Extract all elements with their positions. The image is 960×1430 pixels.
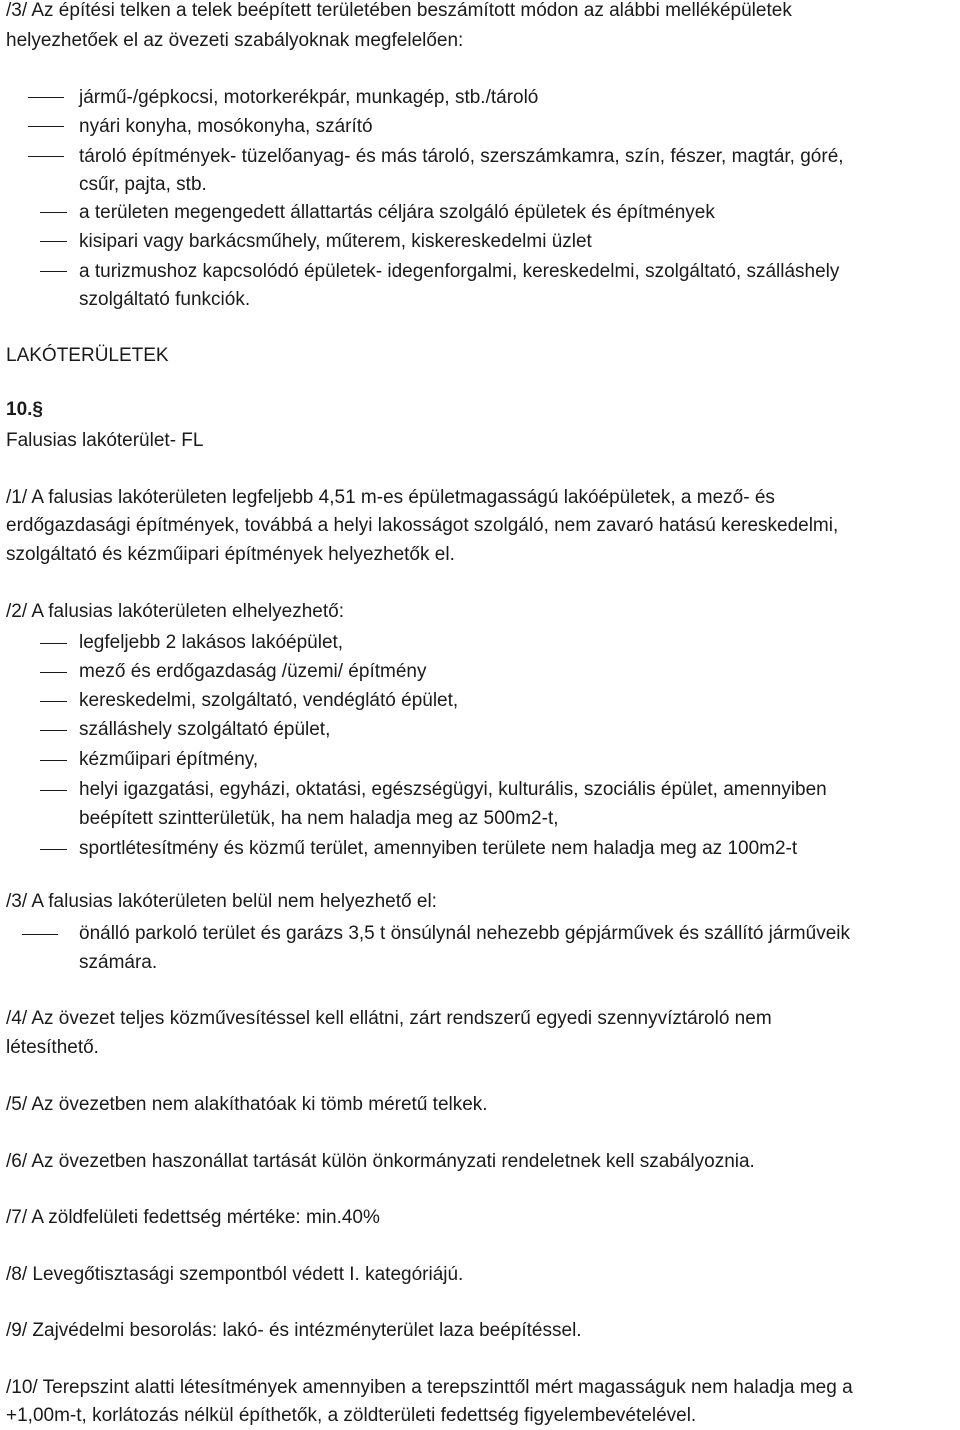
paragraph-3-item-continued: számára. xyxy=(79,952,158,973)
paragraph-4-line: /4/ Az övezet teljes közművesítéssel kell ellátni, zárt rendszerű egyedi szennyvíztároló nem xyxy=(6,1008,772,1029)
paragraph-2-item: szálláshely szolgáltató épület, xyxy=(79,719,331,740)
paragraph-2-lead: /2/ A falusias lakóterületen elhelyezhető: xyxy=(6,601,345,622)
list-dash xyxy=(40,643,67,644)
list-dash xyxy=(28,97,64,98)
paragraph-5: /5/ Az övezetben nem alakíthatóak ki tömb méretű telkek. xyxy=(6,1094,488,1115)
list-dash xyxy=(40,849,67,850)
list-dash xyxy=(40,271,67,272)
list-dash xyxy=(40,701,67,702)
intro-line-2: helyezhetőek el az övezeti szabályoknak megfelelően: xyxy=(6,30,464,51)
intro-line-1: /3/ Az építési telken a telek beépített területében beszámított módon az alábbi melléképületek xyxy=(6,0,792,21)
section-title: Falusias lakóterület- FL xyxy=(6,430,204,451)
list-dash xyxy=(28,126,64,127)
list-dash xyxy=(40,212,67,213)
paragraph-6: /6/ Az övezetben haszonállat tartását külön önkormányzati rendeletnek kell szabályoznia. xyxy=(6,1151,755,1172)
paragraph-3-lead: /3/ A falusias lakóterületen belül nem helyezhető el: xyxy=(6,891,437,912)
paragraph-9: /9/ Zajvédelmi besorolás: lakó- és intézményterület laza beépítéssel. xyxy=(6,1320,582,1341)
paragraph-2-item: mező és erdőgazdaság /üzemi/ építmény xyxy=(79,661,427,682)
paragraph-1-line: szolgáltató és kézműipari építmények helyezhetők el. xyxy=(6,544,455,565)
intro-list-item-continued: csűr, pajta, stb. xyxy=(79,174,207,195)
paragraph-2-item: legfeljebb 2 lakásos lakóépület, xyxy=(79,632,344,653)
intro-list-item: a területen megengedett állattartás céljára szolgáló épületek és építmények xyxy=(79,202,715,223)
paragraph-10-line: /10/ Terepszint alatti létesítmények amennyiben a terepszinttől mért magasságuk nem haladja meg a xyxy=(6,1377,853,1398)
intro-list-item: tároló építmények- tüzelőanyag- és más tároló, szerszámkamra, szín, fészer, magtár, góré, xyxy=(79,146,844,167)
paragraph-3-item: önálló parkoló terület és garázs 3,5 t önsúlynál nehezebb gépjárművek és szállító járműveik xyxy=(79,923,850,944)
paragraph-2-item: kereskedelmi, szolgáltató, vendéglátó épület, xyxy=(79,690,459,711)
list-dash xyxy=(22,934,58,935)
paragraph-1-line: erdőgazdasági építmények, továbbá a helyi lakosságot szolgáló, nem zavaró hatású kereskedelmi, xyxy=(6,515,839,536)
list-dash xyxy=(40,241,67,242)
section-number: 10.§ xyxy=(6,399,43,420)
paragraph-8: /8/ Levegőtisztasági szempontból védett I. kategóriájú. xyxy=(6,1264,464,1285)
intro-list-item: nyári konyha, mosókonyha, szárító xyxy=(79,116,373,137)
paragraph-2-item: kézműipari építmény, xyxy=(79,749,259,770)
list-dash xyxy=(40,730,67,731)
list-dash xyxy=(40,790,67,791)
paragraph-10-line: +1,00m-t, korlátozás nélkül építhetők, a zöldterületi fedettség figyelembevételével. xyxy=(6,1405,697,1426)
intro-list-item: jármű-/gépkocsi, motorkerékpár, munkagép, stb./tároló xyxy=(79,87,539,108)
list-dash xyxy=(40,672,67,673)
section-heading: LAKÓTERÜLETEK xyxy=(6,345,169,366)
paragraph-2-item: sportlétesítmény és közmű terület, amennyiben területe nem haladja meg az 100m2-t xyxy=(79,838,798,859)
paragraph-1-line: /1/ A falusias lakóterületen legfeljebb 4,51 m-es épületmagasságú lakóépületek, a mező- és xyxy=(6,487,775,508)
paragraph-7: /7/ A zöldfelületi fedettség mértéke: min.40% xyxy=(6,1207,380,1228)
list-dash xyxy=(40,760,67,761)
intro-list-item-continued: szolgáltató funkciók. xyxy=(79,289,251,310)
paragraph-4-line: létesíthető. xyxy=(6,1037,99,1058)
intro-list-item: kisipari vagy barkácsműhely, műterem, kiskereskedelmi üzlet xyxy=(79,231,592,252)
list-dash xyxy=(28,156,64,157)
paragraph-2-item-continued: beépített szintterületük, ha nem haladja meg az 500m2-t, xyxy=(79,808,559,829)
paragraph-2-item: helyi igazgatási, egyházi, oktatási, egészségügyi, kulturális, szociális épület, amennyiben xyxy=(79,779,827,800)
intro-list-item: a turizmushoz kapcsolódó épületek- idegenforgalmi, kereskedelmi, szolgáltató, szálláshely xyxy=(79,261,840,282)
